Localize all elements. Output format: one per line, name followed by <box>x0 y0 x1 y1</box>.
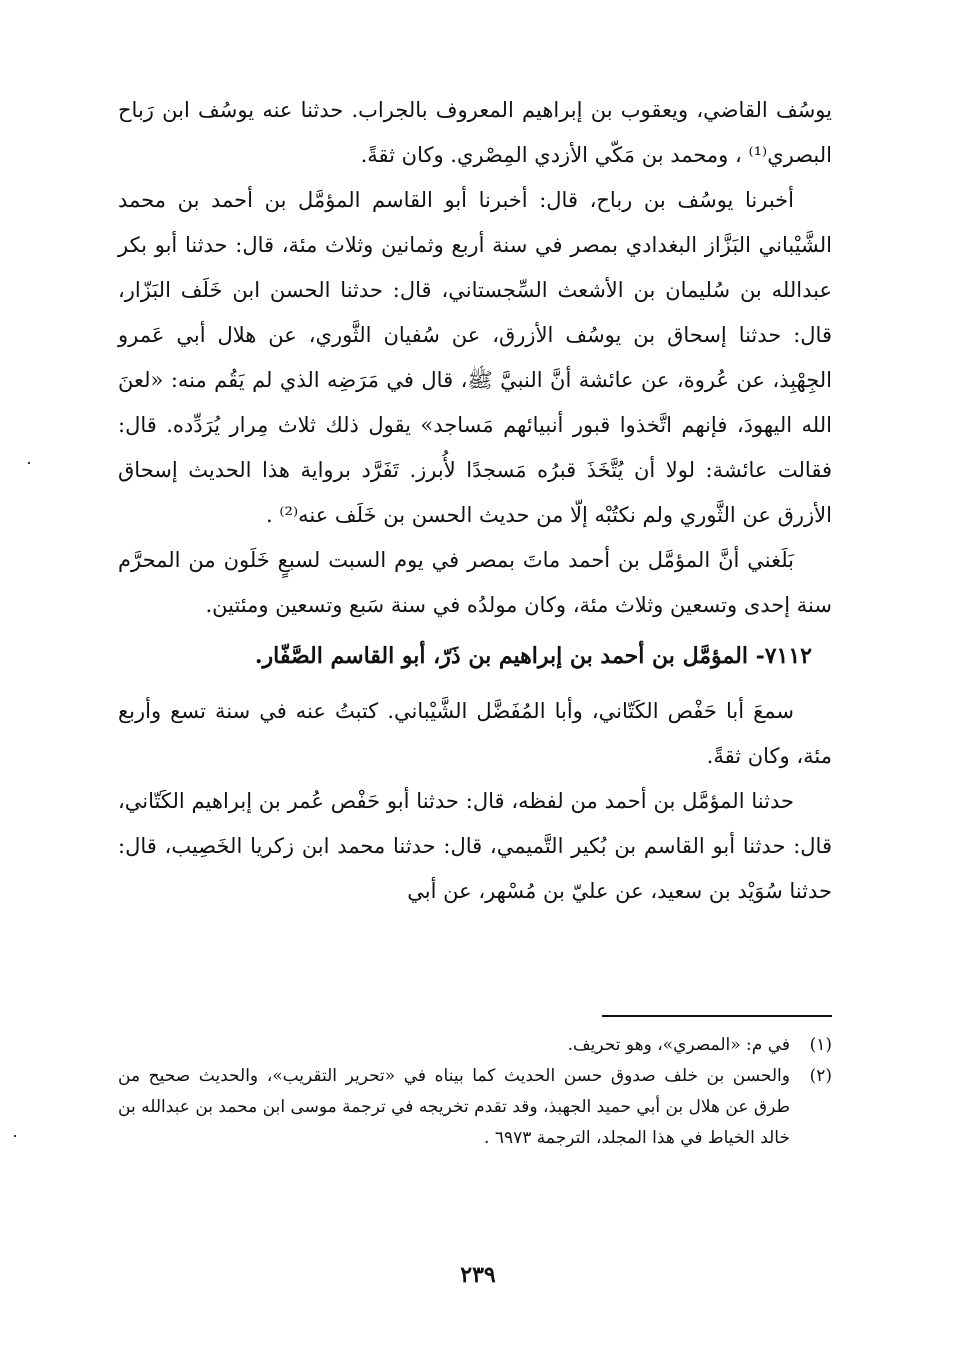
footnote-text: في م: «المصري»، وهو تحريف. <box>567 1035 790 1055</box>
footnote-item <box>118 1061 832 1154</box>
footnote-number: (١) <box>809 1035 832 1055</box>
footnote-item <box>118 1030 832 1061</box>
main-text <box>118 88 832 914</box>
footnotes <box>118 1030 832 1154</box>
paragraph-continuation: يوسُف القاضي، ويعقوب بن إبراهيم المعروف بالجراب. حدثنا عنه يوسُف ابن رَباح البصري⁽¹⁾ ، ومحمد بن مَكّي الأزدي المِصْري. وكان ثقةً. <box>118 98 832 167</box>
biography-entry-heading: ٧١١٢- المؤمَّل بن أحمد بن إبراهيم بن ذَرّ، أبو القاسم الصَّفّار. <box>254 643 812 669</box>
scan-speck <box>14 1135 16 1137</box>
paragraph-death-note: بَلَغني أنَّ المؤمَّل بن أحمد ماتَ بمصر في يوم السبت لسبعٍ خَلَون من المحرَّم سنة إحدى وتسعين وثلاث مئة، وكان مولدُه في سنة سَبع وتسعين ومئتين. <box>118 548 832 617</box>
entry-paragraph-teachers: سمعَ أبا حَفْص الكَتّاني، وأبا المُفَضَّل الشَّيْباني. كتبتُ عنه في سنة تسع وأربع مئة، وكان ثقةً. <box>118 699 832 768</box>
entry-paragraph-hadith: حدثنا المؤمَّل بن أحمد من لفظه، قال: حدثنا أبو حَفْص عُمر بن إبراهيم الكَتّاني، قال: حدثنا أبو القاسم بن بُكير التَّميمي، قال: حدثنا محمد ابن زكريا الخَصِيب، قال: حدثنا سُوَيْد بن سعيد، عن عليّ بن مُسْهر، عن أبي <box>118 789 832 903</box>
footnote-number: (٢) <box>809 1066 832 1086</box>
footnote-text: والحسن بن خلف صدوق حسن الحديث كما بيناه في «تحرير التقريب»، والحديث صحيح من طرق عن هلال بن أبي حميد الجهبذ، وقد تقدم تخريجه في ترجمة موسى ابن محمد بن عبدالله بن خالد الخياط في هذا المجلد، الترجمة ٦٩٧٣ . <box>118 1066 790 1148</box>
paragraph-hadith-isnad: أخبرنا يوسُف بن رباح، قال: أخبرنا أبو القاسم المؤمَّل بن أحمد بن محمد الشَّيْباني البَزَّاز البغدادي بمصر في سنة أربع وثمانين وثلاث مئة، قال: حدثنا أبو بكر عبدالله بن سُليمان بن الأشعث السِّجستاني، قال: حدثنا الحسن ابن خَلَف البَزّار، قال: حدثنا إسحاق بن يوسُف الأزرق، عن سُفيان الثَّوري، عن هلال أبي عَمرو الجِهْبِذ، عن عُروة، عن عائشة أنَّ النبيَّ ﷺ، قال في مَرَضِه الذي لم يَقُم منه: «لعنَ الله اليهودَ، فإنهم اتَّخذوا قبور أنبيائهم مَساجد» يقول ذلك ثلاث مِرار يُرَدِّده. قال: فقالت عائشة: لولا أن يُتَّخَذَ قبرُه مَسجدًا لأُبرز. تَفَرَّد برواية هذا الحديث إسحاق الأزرق عن الثَّوري ولم نكتُبْه إلّا من حديث الحسن بن خَلَف عنه⁽²⁾ . <box>118 188 832 527</box>
footnote-divider <box>602 1015 832 1017</box>
scan-speck <box>28 462 30 464</box>
page-number: ٢٣٩ <box>460 1262 496 1288</box>
